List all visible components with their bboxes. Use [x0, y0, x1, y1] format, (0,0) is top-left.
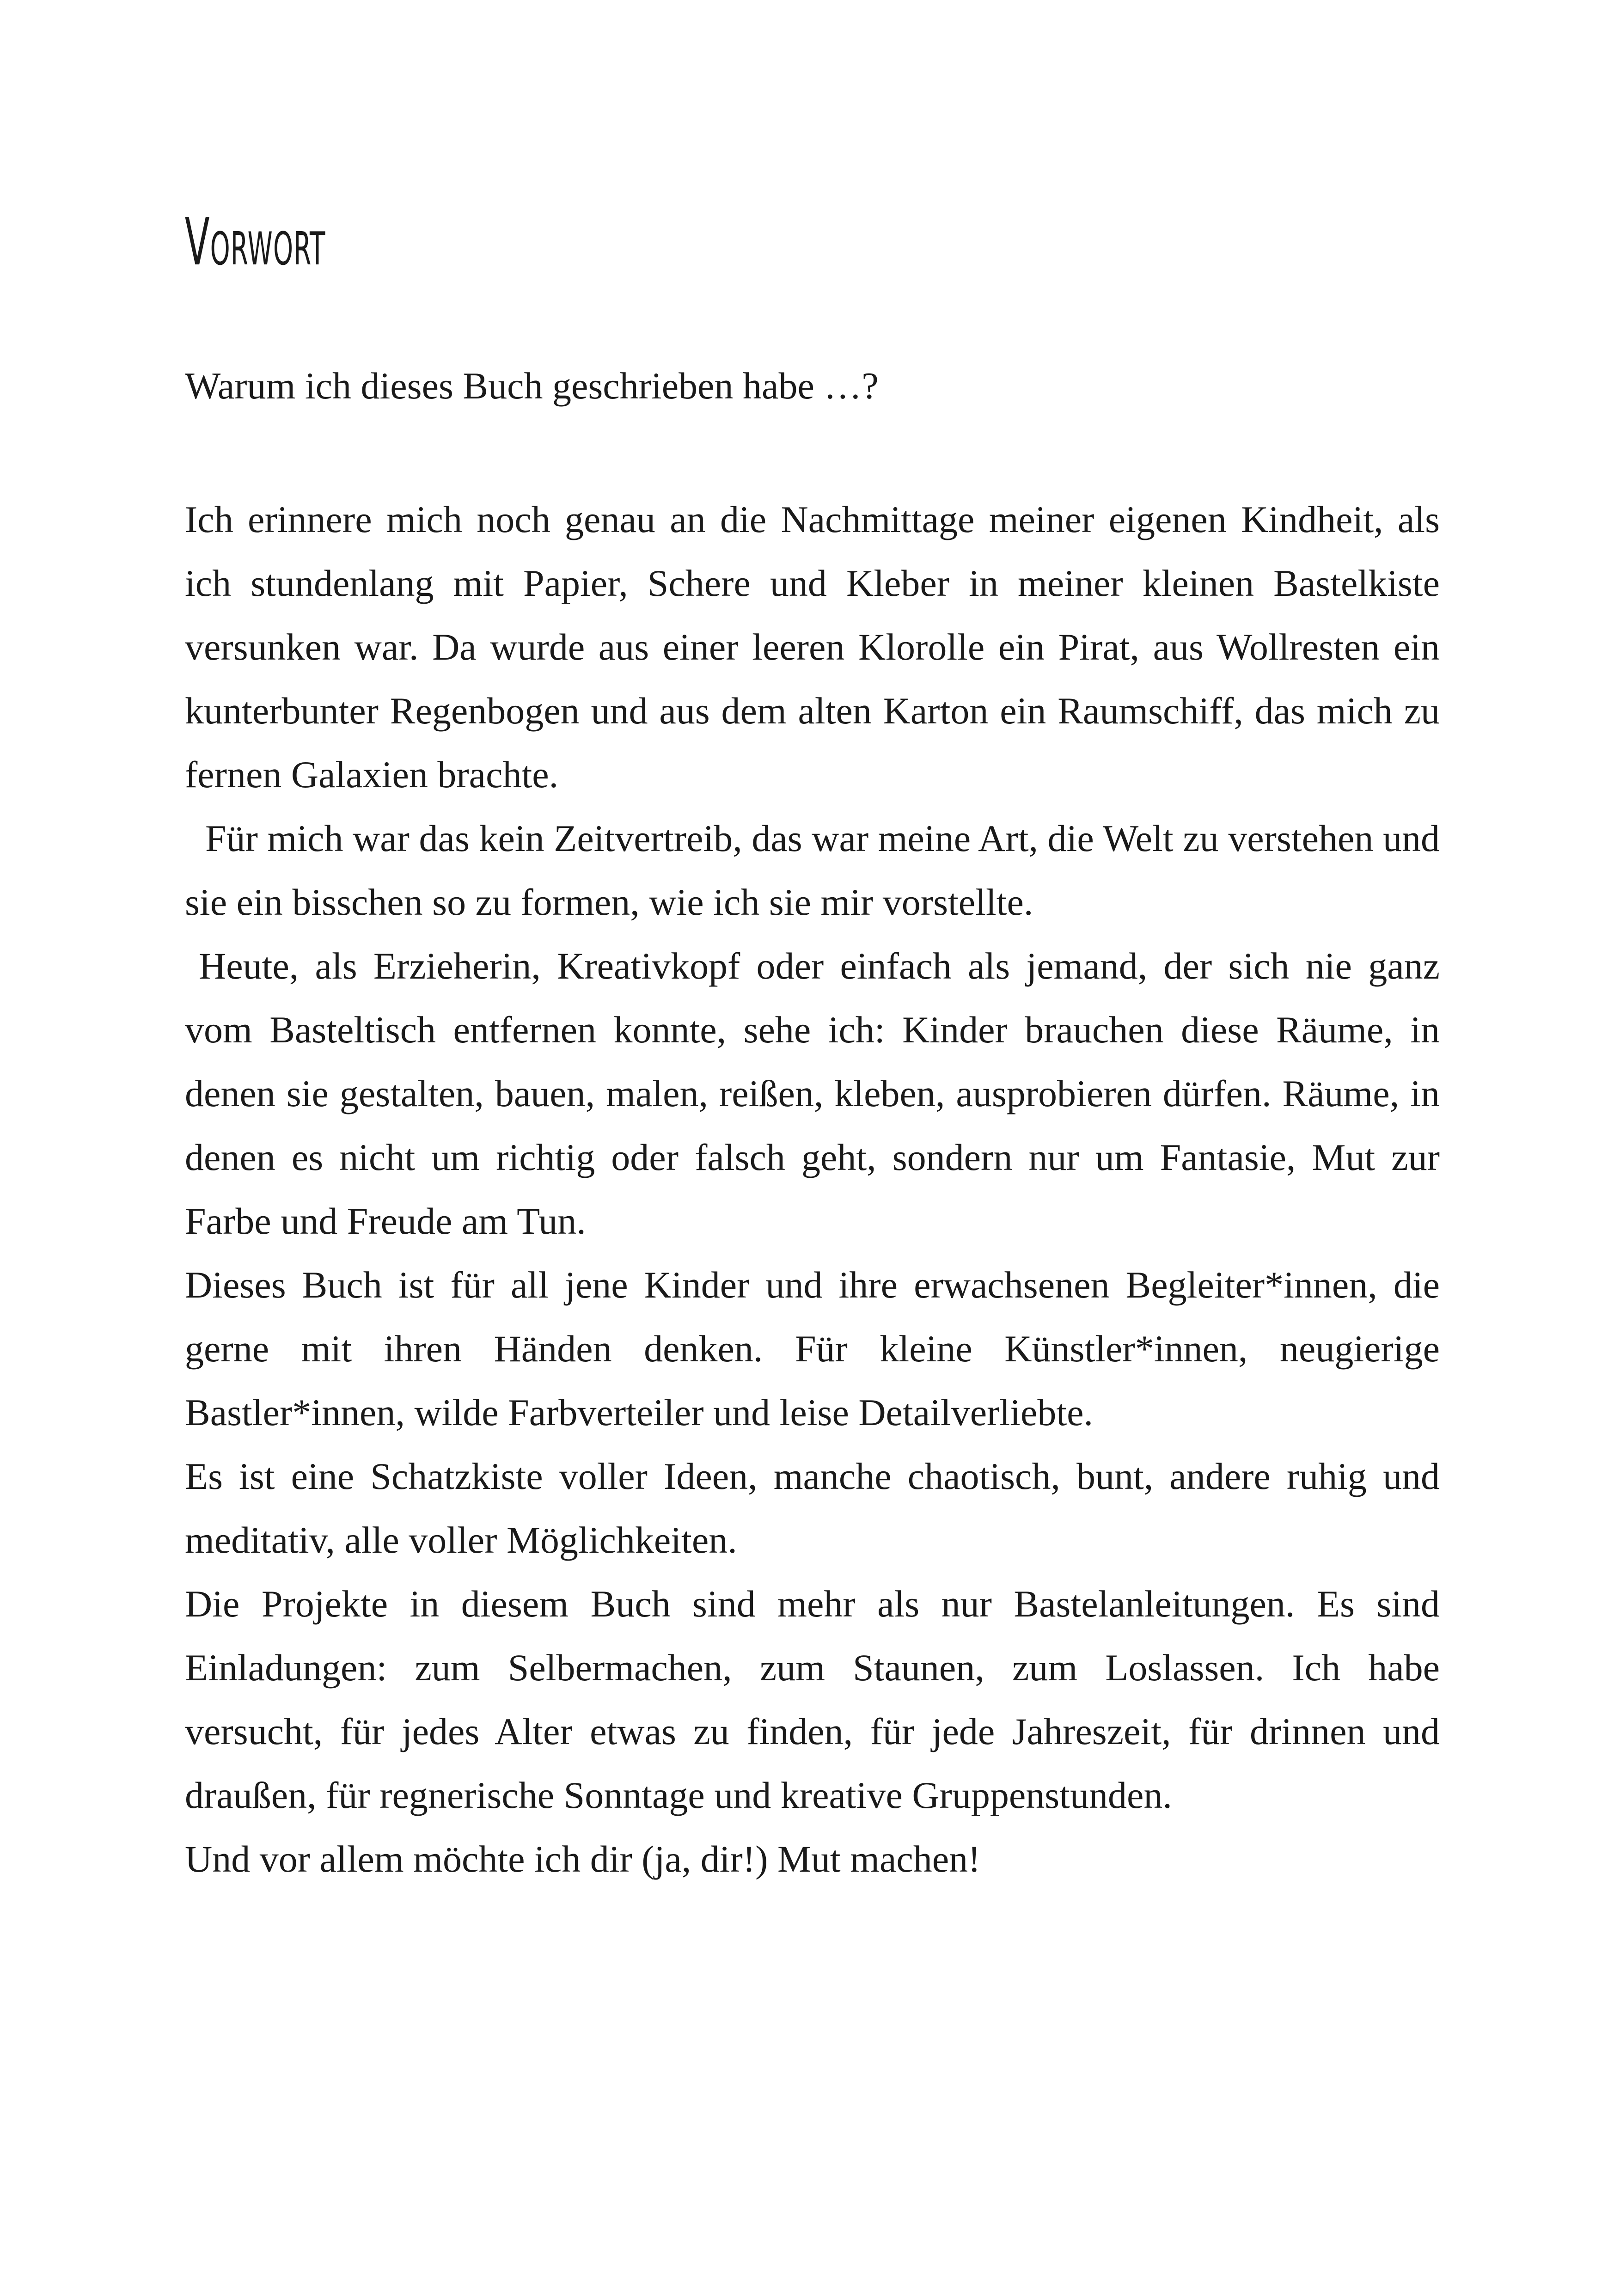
paragraph-encouragement: Und vor allem möchte ich dir (ja, dir!) Mut machen!: [185, 1838, 981, 1880]
paragraph-world: Für mich war das kein Zeitvertreib, das war meine Art, die Welt zu verstehen und sie ein bisschen so zu formen, wie ich sie mir vorstellte.: [185, 817, 1440, 923]
paragraph-treasure: Es ist eine Schatzkiste voller Ideen, manche chaotisch, bunt, andere ruhig und meditativ, alle voller Möglichkeiten.: [185, 1455, 1440, 1561]
page-title: Vorwort: [185, 205, 326, 280]
paragraph-today: Heute, als Erzieherin, Kreativkopf oder einfach als jemand, der sich nie ganz vom Basteltisch entfernen konnte, sehe ich: Kinder brauchen diese Räume, in denen sie gestalten, bauen, malen, reißen, kleben, ausprobieren dürfen. Räume, in denen es nicht um richtig oder falsch geht, sondern nur um Fantasie, Mut zur Farbe und Freude am Tun.: [185, 945, 1440, 1242]
paragraph-childhood: Ich erinnere mich noch genau an die Nachmittage meiner eigenen Kindheit, als ich stundenlang mit Papier, Schere und Kleber in meiner kleinen Bastelkiste versunken war. Da wurde aus einer leeren Klorolle ein Pirat, aus Wollresten ein kunterbunter Regenbogen und aus dem alten Karton ein Raumschiff, das mich zu fernen Galaxien brachte.: [185, 498, 1440, 796]
paragraph-audience: Dieses Buch ist für all jene Kinder und ihre erwachsenen Begleiter*innen, die gerne mit ihren Händen denken. Für kleine Künstler*innen, neugierige Bastler*innen, wilde Farbverteiler und leise Detailverliebte.: [185, 1264, 1440, 1433]
paragraph-projects: Die Projekte in diesem Buch sind mehr als nur Bastelanleitungen. Es sind Einladungen: zum Selbermachen, zum Staunen, zum Loslassen. Ich habe versucht, für jedes Alter etwas zu finden, für jede Jahreszeit, für drinnen und draußen, für regnerische Sonntage und kreative Gruppenstunden.: [185, 1583, 1440, 1816]
page-subtitle: Warum ich dieses Buch geschrieben habe …?: [185, 365, 879, 407]
body-text: [185, 488, 1440, 1891]
